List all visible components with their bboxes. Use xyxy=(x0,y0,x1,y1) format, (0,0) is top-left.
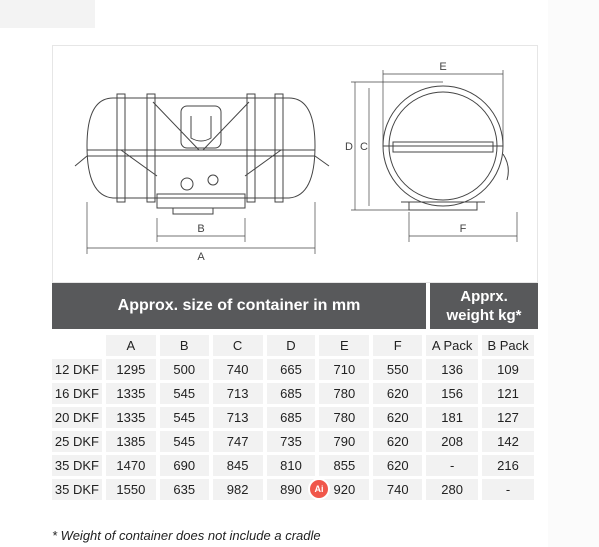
column-header: C xyxy=(213,335,263,356)
table-cell: 550 xyxy=(373,359,422,380)
table-cell: 713 xyxy=(213,383,263,404)
dim-label-d: D xyxy=(345,141,353,153)
table-cell: 1335 xyxy=(106,383,156,404)
table-cell: - xyxy=(426,455,478,476)
dim-label-b: B xyxy=(197,223,205,235)
table-cell: 735 xyxy=(267,431,316,452)
column-header: D xyxy=(267,335,316,356)
table-cell: 845 xyxy=(213,455,263,476)
column-header: A Pack xyxy=(426,335,478,356)
table-cell: 635 xyxy=(160,479,209,500)
column-header xyxy=(52,335,102,356)
table-cell: 713 xyxy=(213,407,263,428)
table-cell: 780 xyxy=(319,407,369,428)
table-cell: 710 xyxy=(319,359,369,380)
column-header: E xyxy=(319,335,369,356)
background-panel xyxy=(0,0,95,28)
table-row xyxy=(52,359,534,380)
table-cell: 156 xyxy=(426,383,478,404)
table-cell: 1295 xyxy=(106,359,156,380)
table-cell: 740 xyxy=(213,359,263,380)
container-drawing-svg xyxy=(53,46,539,284)
size-header: Approx. size of container in mm xyxy=(52,283,426,329)
table-cell: 121 xyxy=(482,383,534,404)
table-cell: 685 xyxy=(267,407,316,428)
table-cell: 127 xyxy=(482,407,534,428)
table-cell: 780 xyxy=(319,383,369,404)
table-row xyxy=(52,407,534,428)
table-cell: 685 xyxy=(267,383,316,404)
table-cell: 740 xyxy=(373,479,422,500)
dim-label-f: F xyxy=(459,223,467,235)
model-cell: 35 DKF xyxy=(52,455,102,476)
column-header: B Pack xyxy=(482,335,534,356)
table-cell: 500 xyxy=(160,359,209,380)
technical-drawing xyxy=(52,45,538,283)
weight-header-line2: weight kg* xyxy=(446,307,522,324)
table-cell: 620 xyxy=(373,431,422,452)
spec-table xyxy=(48,332,538,503)
model-cell: 12 DKF xyxy=(52,359,102,380)
table-cell: 1550 xyxy=(106,479,156,500)
table-cell: 890 xyxy=(267,479,316,500)
model-cell: 16 DKF xyxy=(52,383,102,404)
table-header-row xyxy=(52,335,534,356)
table-cell: 810 xyxy=(267,455,316,476)
weight-header xyxy=(430,283,538,329)
table-cell: 280 xyxy=(426,479,478,500)
table-cell: 665 xyxy=(267,359,316,380)
table-cell: 545 xyxy=(160,407,209,428)
table-cell: 1335 xyxy=(106,407,156,428)
background-panel-right xyxy=(548,0,599,547)
table-cell: - xyxy=(482,479,534,500)
model-cell: 25 DKF xyxy=(52,431,102,452)
table-cell: 216 xyxy=(482,455,534,476)
column-header: B xyxy=(160,335,209,356)
table-cell: 1470 xyxy=(106,455,156,476)
model-cell: 20 DKF xyxy=(52,407,102,428)
table-cell: 545 xyxy=(160,383,209,404)
spec-card xyxy=(52,45,538,505)
dim-label-c: C xyxy=(360,141,368,153)
table-cell: 620 xyxy=(373,407,422,428)
table-cell: 142 xyxy=(482,431,534,452)
table-cell: 109 xyxy=(482,359,534,380)
dim-label-a: A xyxy=(197,251,205,263)
table-cell: 620 xyxy=(373,455,422,476)
table-cell: 136 xyxy=(426,359,478,380)
table-cell: 920 xyxy=(319,479,369,500)
column-header: F xyxy=(373,335,422,356)
dim-label-e: E xyxy=(439,61,447,73)
model-cell: 35 DKF xyxy=(52,479,102,500)
column-header: A xyxy=(106,335,156,356)
table-cell: 982 xyxy=(213,479,263,500)
table-cell: 747 xyxy=(213,431,263,452)
ai-badge[interactable]: Ai xyxy=(308,478,330,500)
table-cell: 620 xyxy=(373,383,422,404)
footnote: * Weight of container does not include a cradle xyxy=(52,528,321,543)
table-cell: 790 xyxy=(319,431,369,452)
table-cell: 181 xyxy=(426,407,478,428)
table-cell: 855 xyxy=(319,455,369,476)
table-cell: 1385 xyxy=(106,431,156,452)
weight-header-line1: Apprx. xyxy=(460,288,508,305)
table-cell: 545 xyxy=(160,431,209,452)
table-row xyxy=(52,455,534,476)
table-cell: 208 xyxy=(426,431,478,452)
table-cell: 690 xyxy=(160,455,209,476)
table-row xyxy=(52,431,534,452)
table-row xyxy=(52,383,534,404)
table-row xyxy=(52,479,534,500)
